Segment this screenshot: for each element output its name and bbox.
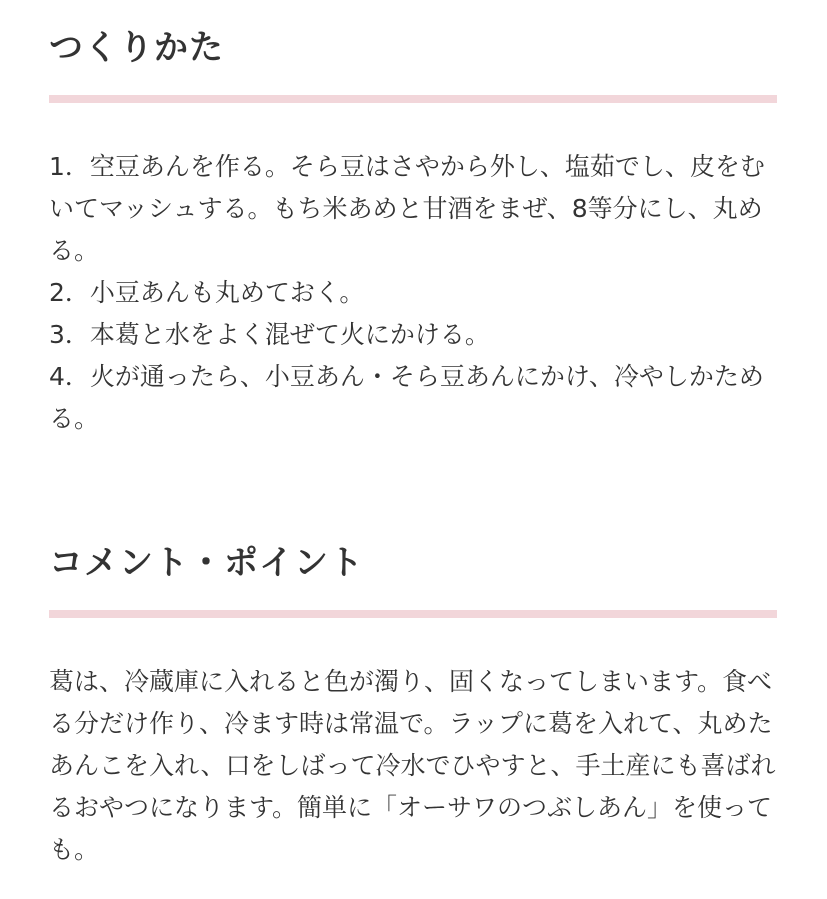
method-step-3: 3．本葛と水をよく混ぜて火にかける。: [49, 320, 490, 349]
method-step-1: 1．空豆あんを作る。そら豆はさやから外し、塩茹でし、皮をむいてマッシュする。もち米あめと甘酒をまぜ、8等分にし、丸める。: [49, 152, 765, 265]
comment-heading-underline: [49, 610, 777, 618]
comment-paragraph: 葛は、冷蔵庫に入れると色が濁り、固くなってしまいます。食べる分だけ作り、冷ます時は常温で。ラップに葛を入れて、丸めたあんこを入れ、口をしばって冷水でひやすと、手土産にも喜ばれるおやつになります。簡単に「オーサワのつぶしあん」を使っても。: [49, 667, 776, 864]
method-heading-underline: [49, 95, 777, 103]
comment-heading: コメント・ポイント: [49, 543, 364, 583]
comment-section: [49, 543, 777, 871]
method-step-4: 4．火が通ったら、小豆あん・そら豆あんにかけ、冷やしかためる。: [49, 362, 764, 433]
method-steps-list: [49, 146, 777, 440]
method-heading: つくりかた: [49, 28, 224, 68]
method-step-2: 2．小豆あんも丸めておく。: [49, 278, 365, 307]
method-section: [49, 28, 777, 440]
